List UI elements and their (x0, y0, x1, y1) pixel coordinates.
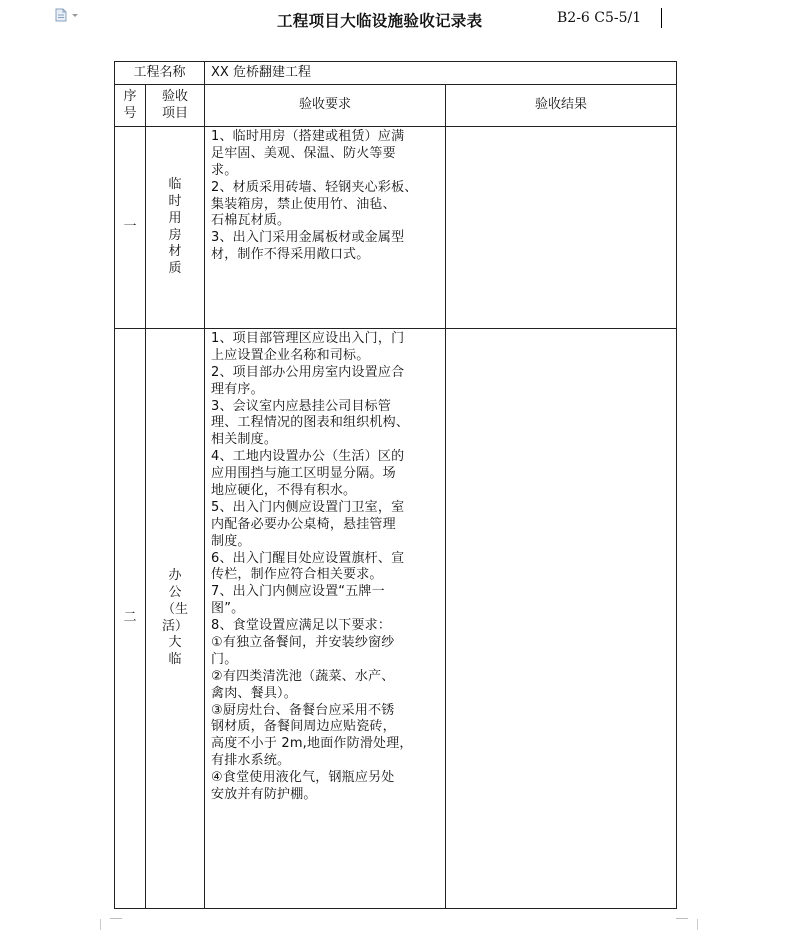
row-item-char: 材 (168, 244, 182, 260)
col-requirements-header: 验收要求 (205, 85, 446, 127)
requirement-line: 制度。 (211, 533, 251, 549)
row-item (146, 329, 205, 909)
requirement-line: 地应硬化，不得有积水。 (211, 483, 357, 499)
requirement-line: 石棉瓦材质。 (211, 213, 291, 229)
text-cursor (661, 8, 662, 28)
row-result[interactable] (446, 127, 677, 329)
requirement-line: 相关制度。 (211, 432, 278, 448)
requirement-line: ②有四类清洗池（蔬菜、水产、 (211, 668, 395, 684)
project-name-row (115, 62, 677, 85)
requirement-line: 足牢固、美观、保温、防火等要 (211, 145, 396, 161)
requirement-line: 上应设置企业名称和司标。 (211, 347, 370, 363)
requirement-line: 有排水系统。 (211, 753, 291, 769)
column-header-row (115, 85, 677, 127)
requirement-line: ③厨房灶台、备餐台应采用不锈 (211, 702, 395, 718)
requirement-line: 2、材质采用砖墙、轻钢夹心彩板、 (211, 179, 418, 195)
col-result-header: 验收结果 (446, 85, 677, 127)
requirement-line: 理有序。 (211, 381, 264, 397)
table-row (115, 329, 677, 909)
row-item-char: 大 (168, 635, 182, 651)
requirement-line: 7、出入门内侧应设置“五牌一 (211, 584, 385, 600)
requirement-line: 钢材质，备餐间周边应贴瓷砖， (211, 719, 396, 735)
requirement-line: 1、项目部管理区应设出入门，门 (211, 331, 405, 346)
row-item-char: 临 (168, 652, 182, 668)
requirement-line: 门。 (211, 651, 238, 667)
col-seq-header-line2: 号 (123, 105, 137, 121)
requirement-line: 3、会议室内应悬挂公司目标管 (211, 398, 392, 414)
requirement-line: 高度不小于 2m,地面作防滑处理， (211, 736, 413, 752)
requirement-line: 材，制作不得采用敞口式。 (211, 247, 370, 263)
requirement-line: 安放并有防护棚。 (211, 787, 317, 803)
col-item-header-line2: 项目 (162, 105, 189, 121)
col-seq-header (115, 85, 146, 127)
row-result[interactable] (446, 329, 677, 909)
requirement-line: 内配备必要办公桌椅，悬挂管理 (211, 516, 396, 532)
requirement-line: 6、出入门醒目处应设置旗杆、宣 (211, 550, 405, 566)
col-seq-header-line1: 序 (123, 88, 137, 104)
row-requirements (205, 127, 446, 329)
requirement-line: 2、项目部办公用房室内设置应合 (211, 364, 405, 380)
requirement-line: 应用围挡与施工区明显分隔。场 (211, 466, 396, 482)
acceptance-record-table (114, 61, 677, 909)
requirement-line: 传栏，制作应符合相关要求。 (211, 567, 383, 583)
col-item-header-line1: 验收 (162, 88, 189, 104)
requirement-line: 图”。 (211, 601, 245, 617)
row-item-char: （生 (162, 601, 189, 617)
form-code: B2-6 C5-5/1 (557, 10, 642, 26)
project-name-value[interactable]: XX 危桥翻建工程 (205, 62, 677, 85)
requirement-line: 4、工地内设置办公（生活）区的 (211, 449, 405, 465)
requirement-line: 3、出入门采用金属板材或金属型 (211, 230, 405, 246)
requirement-line: 理、工程情况的图表和组织机构、 (211, 415, 410, 431)
requirement-line: 集装箱房，禁止使用竹、油毡、 (211, 196, 396, 212)
requirement-line: 求。 (211, 162, 238, 178)
row-seq: 一 (115, 127, 146, 329)
table-row (115, 127, 677, 329)
requirement-line: 8、食堂设置应满足以下要求： (211, 618, 392, 634)
page-edge (100, 919, 698, 930)
document-title: 工程项目大临设施验收记录表 (277, 11, 483, 30)
row-item-char: 临 (168, 176, 182, 192)
row-item-char: 用 (168, 210, 182, 226)
row-item-char: 活） (162, 618, 189, 634)
row-item (146, 127, 205, 329)
requirement-line: ①有独立备餐间，并安装纱窗纱 (211, 635, 395, 651)
row-item-char: 办 (168, 567, 182, 583)
requirement-line: 5、出入门内侧应设置门卫室，室 (211, 499, 405, 515)
row-requirements (205, 329, 446, 909)
row-item-char: 质 (168, 261, 182, 277)
requirement-line: ④食堂使用液化气，钢瓶应另处 (211, 770, 395, 786)
row-item-char: 公 (168, 584, 182, 600)
row-item-char: 房 (168, 227, 182, 243)
requirement-line: 1、临时用房（搭建或租赁）应满 (211, 129, 405, 144)
row-item-char: 时 (168, 193, 182, 209)
document-dropdown-icon[interactable] (55, 7, 81, 21)
requirement-line: 禽肉、餐具）。 (211, 685, 297, 701)
project-name-label: 工程名称 (115, 62, 205, 85)
col-item-header (146, 85, 205, 127)
row-seq: 二 (115, 329, 146, 909)
